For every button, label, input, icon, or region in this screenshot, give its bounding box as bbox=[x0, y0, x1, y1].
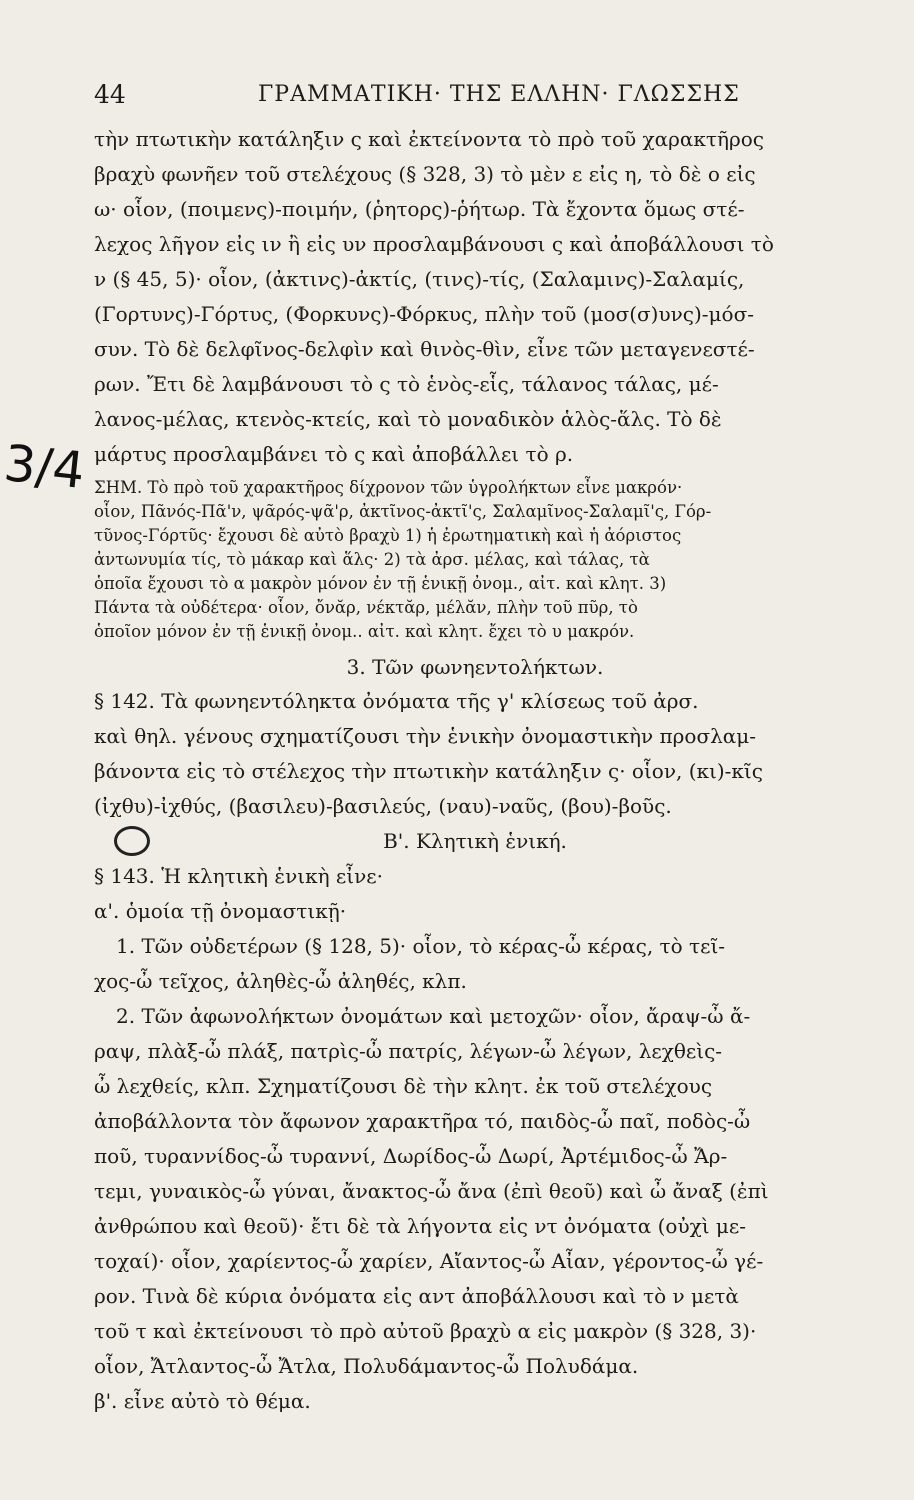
text-line: μάρτυς προσλαμβάνει τὸ ς καὶ ἀποβάλλει τὸ ρ. bbox=[94, 442, 574, 466]
note-line: Πάντα τὰ οὐδέτερα· οἷον, ὄνᾰρ, νέκτᾰρ, μέλᾰν, πλὴν τοῦ πῦρ, τὸ bbox=[94, 598, 638, 617]
text-line: τοχαί)· οἷον, χαρίεντος-ὦ χαρίεν, Αἴαντος-ὦ Αἶαν, γέροντος-ὦ γέ- bbox=[94, 1249, 764, 1273]
text-line: βραχὺ φωνῆεν τοῦ στελέχους (§ 328, 3) τὸ μὲν ε εἰς η, τὸ δὲ ο εἰς bbox=[94, 162, 756, 186]
text-line: χος-ὦ τεῖχος, ἀληθὲς-ὦ ἀληθές, κλπ. bbox=[94, 969, 467, 993]
text-line: συν. Τὸ δὲ δελφῖνος-δελφὶν καὶ θινὸς-θὶν, εἶνε τῶν μεταγενεστέ- bbox=[94, 337, 755, 361]
text-line: ρον. Τινὰ δὲ κύρια ὀνόματα εἰς αντ ἀποβάλλουσι καὶ τὸ ν μετὰ bbox=[94, 1284, 739, 1308]
text-line: οἷον, Ἄτλαντος-ὦ Ἄτλα, Πολυδάμαντος-ὦ Πολυδάμα. bbox=[94, 1354, 639, 1378]
handwritten-margin-note: 3/4 bbox=[1, 433, 88, 501]
text-line: ἀνθρώπου καὶ θεοῦ)· ἔτι δὲ τὰ λήγοντα εἰς ντ ὀνόματα (οὐχὶ με- bbox=[94, 1214, 747, 1238]
note-line: οἷον, Πᾶνός-Πᾶ'ν, ψᾶρός-ψᾶ'ρ, ἀκτῖνος-ἀκτῖ'ς, Σαλαμῖνος-Σαλαμῖ'ς, Γόρ- bbox=[94, 502, 712, 521]
note-line: ἀντωνυμία τίς, τὸ μάκαρ καὶ ἅλς· 2) τὰ ἀρσ. μέλας, καὶ τάλας, τὰ bbox=[94, 550, 650, 569]
text-line: β'. εἶνε αὐτὸ τὸ θέμα. bbox=[94, 1389, 311, 1413]
section-title: 3. Τῶν φωνηεντολήκτων. bbox=[346, 655, 604, 679]
page-number: 44 bbox=[94, 80, 126, 109]
text-line: τοῦ τ καὶ ἐκτείνουσι τὸ πρὸ αὐτοῦ βραχὺ α εἰς μακρὸν (§ 328, 3)· bbox=[94, 1319, 757, 1343]
section-title: Β'. Κλητικὴ ἑνική. bbox=[383, 829, 567, 853]
text-line: § 142. Τὰ φωνηεντόληκτα ὀνόματα τῆς γ' κλίσεως τοῦ ἀρσ. bbox=[94, 689, 699, 713]
text-line: (ἰχθυ)-ἰχθύς, (βασιλευ)-βασιλεύς, (ναυ)-ναῦς, (βου)-βοῦς. bbox=[94, 794, 672, 818]
text-line: τεμι, γυναικὸς-ὦ γύναι, ἄνακτος-ὦ ἄνα (ἐπὶ θεοῦ) καὶ ὦ ἄναξ (ἐπὶ bbox=[94, 1179, 769, 1203]
text-line: λεχος λῆγον εἰς ιν ἢ εἰς υν προσλαμβάνουσι ς καὶ ἀποβάλλουσι τὸ bbox=[94, 232, 774, 256]
text-line: ω· οἷον, (ποιμενς)-ποιμήν, (ῥητορς)-ῥήτωρ. Τὰ ἔχοντα ὅμως στέ- bbox=[94, 197, 745, 221]
text-line: ὦ λεχθείς, κλπ. Σχηματίζουσι δὲ τὴν κλητ. ἐκ τοῦ στελέχους bbox=[94, 1074, 713, 1098]
text-line: ραψ, πλὰξ-ὦ πλάξ, πατρὶς-ὦ πατρίς, λέγων-ὦ λέγων, λεχθεὶς- bbox=[94, 1039, 723, 1063]
text-line: ν (§ 45, 5)· οἷον, (ἀκτινς)-ἀκτίς, (τινς)-τίς, (Σαλαμινς)-Σαλαμίς, bbox=[94, 267, 745, 291]
running-head: ΓΡΑΜΜΑΤΙΚΗ· ΤΗΣ ΕΛΛΗΝ· ΓΛΩΣΣΗΣ bbox=[258, 82, 740, 107]
text-line: τὴν πτωτικὴν κατάληξιν ς καὶ ἐκτείνοντα τὸ πρὸ τοῦ χαρακτῆρος bbox=[94, 127, 764, 151]
note-line: ΣΗΜ. Τὸ πρὸ τοῦ χαρακτῆρος δίχρονον τῶν ὑγρολήκτων εἶνε μακρόν· bbox=[94, 478, 683, 497]
text-line: 1. Τῶν οὐδετέρων (§ 128, 5)· οἷον, τὸ κέρας-ὦ κέρας, τὸ τεῖ- bbox=[116, 934, 726, 958]
text-line: 2. Τῶν ἀφωνολήκτων ὀνομάτων καὶ μετοχῶν· οἷον, ἄραψ-ὦ ἄ- bbox=[116, 1004, 751, 1028]
note-line: ὁποῖον μόνον ἐν τῇ ἑνικῇ ὀνομ.. αἰτ. καὶ κλητ. ἔχει τὸ υ μακρόν. bbox=[94, 622, 635, 641]
text-line: ποῦ, τυραννίδος-ὦ τυραννί, Δωρίδος-ὦ Δωρί, Ἀρτέμιδος-ὦ Ἄρ- bbox=[94, 1144, 728, 1168]
text-line: καὶ θηλ. γένους σχηματίζουσι τὴν ἑνικὴν ὀνομαστικὴν προσλαμ- bbox=[94, 724, 757, 748]
text-line: (Γορτυνς)-Γόρτυς, (Φορκυνς)-Φόρκυς, πλὴν τοῦ (μοσ(σ)υνς)-μόσ- bbox=[94, 302, 754, 326]
text-line: ἀποβάλλοντα τὸν ἄφωνον χαρακτῆρα τό, παιδὸς-ὦ παῖ, ποδὸς-ὦ bbox=[94, 1109, 751, 1133]
text-line: βάνοντα εἰς τὸ στέλεχος τὴν πτωτικὴν κατάληξιν ς· οἷον, (κι)-κῖς bbox=[94, 759, 763, 783]
text-line: § 143. Ἡ κλητικὴ ἑνικὴ εἶνε· bbox=[94, 864, 384, 888]
text-line: λανος-μέλας, κτενὸς-κτείς, καὶ τὸ μοναδικὸν ἁλὸς-ἅλς. Τὸ δὲ bbox=[94, 407, 722, 431]
text-line: ρων. Ἔτι δὲ λαμβάνουσι τὸ ς τὸ ἑνὸς-εἷς, τάλανος τάλας, μέ- bbox=[94, 372, 719, 396]
page-header bbox=[0, 80, 914, 116]
note-line: τῦνος-Γόρτῦς· ἔχουσι δὲ αὐτὸ βραχὺ 1) ἡ ἐρωτηματικὴ καὶ ἡ ἀόριστος bbox=[94, 526, 682, 545]
note-line: ὁποῖα ἔχουσι τὸ α μακρὸν μόνον ἐν τῇ ἑνικῇ ὀνομ., αἰτ. καὶ κλητ. 3) bbox=[94, 574, 667, 593]
text-line: α'. ὁμοία τῇ ὀνομαστικῇ· bbox=[94, 899, 347, 923]
